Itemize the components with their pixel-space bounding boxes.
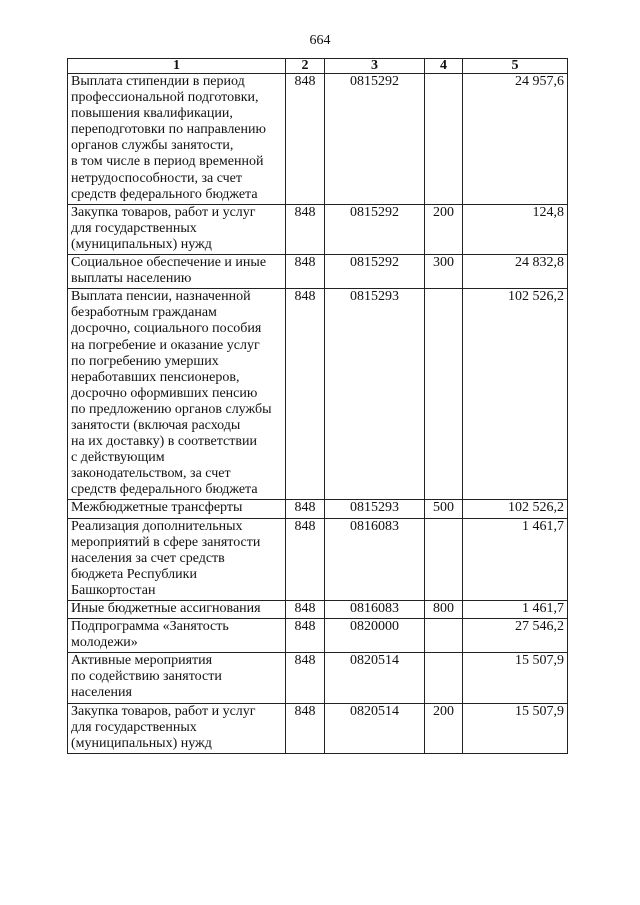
table-header-row (68, 59, 568, 74)
expense-name-line: выплаты населению (71, 271, 192, 287)
expense-name-line: Выплата стипендии в период (71, 74, 245, 89)
table-row (68, 289, 568, 500)
column-header: 4 (425, 59, 463, 74)
expense-name-line: переподготовки по направлению (71, 122, 266, 138)
target-article-cell: 0815292 (325, 204, 425, 254)
expense-name-line: безработным гражданам (71, 305, 217, 321)
expense-name-line: (муниципальных) нужд (71, 236, 212, 252)
ministry-code-cell: 848 (286, 653, 325, 703)
expense-name-line: Закупка товаров, работ и услуг (71, 703, 256, 719)
ministry-code-cell: 848 (286, 619, 325, 653)
ministry-code-cell: 848 (286, 255, 325, 289)
amount-cell: 27 546,2 (463, 619, 568, 653)
amount-cell: 24 832,8 (463, 255, 568, 289)
expense-name-line: органов службы занятости, (71, 138, 234, 154)
table-row (68, 500, 568, 518)
expense-name-line: населения (71, 685, 132, 701)
expense-name-line: досрочно, социального пособия (71, 321, 262, 337)
expense-name-line: (муниципальных) нужд (71, 735, 212, 751)
target-article-cell: 0815292 (325, 74, 425, 205)
expense-type-cell: 200 (425, 703, 463, 753)
expense-name-line: Подпрограмма «Занятость (71, 619, 229, 635)
expense-name-line: молодежи» (71, 635, 138, 651)
expense-name-cell (68, 500, 286, 518)
target-article-cell: 0816083 (325, 518, 425, 600)
expense-type-cell: 800 (425, 601, 463, 619)
column-header: 3 (325, 59, 425, 74)
column-header: 5 (463, 59, 568, 74)
expense-name-line: на их доставку) в соответствии (71, 434, 257, 450)
amount-cell: 102 526,2 (463, 500, 568, 518)
expense-name-cell (68, 289, 286, 500)
expense-name-line: профессиональной подготовки, (71, 90, 259, 106)
table-body (68, 74, 568, 754)
column-header: 2 (286, 59, 325, 74)
expense-name-line: по содействию занятости (71, 669, 222, 685)
expense-name-line: по предложению органов службы (71, 401, 272, 417)
expense-name-line: на погребение и оказание услуг (71, 337, 260, 353)
ministry-code-cell: 848 (286, 601, 325, 619)
expense-name-line: повышения квалификации, (71, 106, 233, 122)
expense-name-line: бюджета Республики (71, 566, 197, 582)
amount-cell: 15 507,9 (463, 653, 568, 703)
expense-name-line: средств федерального бюджета (71, 482, 258, 498)
expense-name-line: Закупка товаров, работ и услуг (71, 204, 256, 220)
expense-name-line: средств федерального бюджета (71, 186, 258, 202)
amount-cell: 1 461,7 (463, 518, 568, 600)
amount-cell: 102 526,2 (463, 289, 568, 500)
table-row (68, 74, 568, 205)
amount-cell: 1 461,7 (463, 601, 568, 619)
target-article-cell: 0816083 (325, 601, 425, 619)
expense-name-line: Выплата пенсии, назначенной (71, 289, 251, 305)
expense-name-line: Иные бюджетные ассигнования (71, 601, 261, 616)
target-article-cell: 0815293 (325, 289, 425, 500)
expense-name-line: законодательством, за счет (71, 466, 231, 482)
expense-type-cell (425, 74, 463, 205)
expense-type-cell (425, 653, 463, 703)
expense-name-line: в том числе в период временной (71, 154, 264, 170)
expense-name-line: мероприятий в сфере занятости (71, 534, 261, 550)
target-article-cell: 0815292 (325, 255, 425, 289)
expense-name-line: для государственных (71, 719, 197, 735)
table-row (68, 619, 568, 653)
page-number: 664 (309, 33, 331, 48)
expense-type-cell: 500 (425, 500, 463, 518)
expense-type-cell (425, 518, 463, 600)
expense-name-line: нетрудоспособности, за счет (71, 170, 243, 186)
expense-type-cell: 300 (425, 255, 463, 289)
expense-name-line: неработавших пенсионеров, (71, 369, 240, 385)
expense-name-line: Башкортостан (71, 582, 156, 598)
ministry-code-cell: 848 (286, 74, 325, 205)
table-row (68, 204, 568, 254)
expense-name-line: с действующим (71, 450, 165, 466)
target-article-cell: 0820000 (325, 619, 425, 653)
amount-cell: 24 957,6 (463, 74, 568, 205)
target-article-cell: 0820514 (325, 703, 425, 753)
table-row (68, 601, 568, 619)
ministry-code-cell: 848 (286, 500, 325, 518)
expense-name-cell (68, 518, 286, 600)
expense-name-line: для государственных (71, 220, 197, 236)
amount-cell: 124,8 (463, 204, 568, 254)
expense-name-line: населения за счет средств (71, 550, 225, 566)
table-row (68, 518, 568, 600)
budget-table (67, 58, 568, 754)
ministry-code-cell: 848 (286, 703, 325, 753)
expense-name-line: досрочно оформивших пенсию (71, 385, 258, 401)
amount-cell: 15 507,9 (463, 703, 568, 753)
ministry-code-cell: 848 (286, 289, 325, 500)
expense-name-line: по погребению умерших (71, 353, 219, 369)
expense-name-cell (68, 255, 286, 289)
target-article-cell: 0815293 (325, 500, 425, 518)
expense-name-cell (68, 74, 286, 205)
expense-name-cell (68, 204, 286, 254)
expense-name-line: Реализация дополнительных (71, 518, 243, 534)
table-row (68, 255, 568, 289)
expense-type-cell (425, 289, 463, 500)
target-article-cell: 0820514 (325, 653, 425, 703)
table-row (68, 653, 568, 703)
expense-name-cell (68, 601, 286, 619)
column-header: 1 (68, 59, 286, 74)
expense-name-cell (68, 703, 286, 753)
expense-name-line: Активные мероприятия (71, 653, 213, 669)
expense-name-cell (68, 619, 286, 653)
expense-type-cell: 200 (425, 204, 463, 254)
ministry-code-cell: 848 (286, 518, 325, 600)
table-row (68, 703, 568, 753)
expense-name-line: занятости (включая расходы (71, 417, 241, 433)
expense-name-line: Межбюджетные трансферты (71, 500, 243, 516)
expense-type-cell (425, 619, 463, 653)
ministry-code-cell: 848 (286, 204, 325, 254)
expense-name-cell (68, 653, 286, 703)
expense-name-line: Социальное обеспечение и иные (71, 255, 267, 271)
